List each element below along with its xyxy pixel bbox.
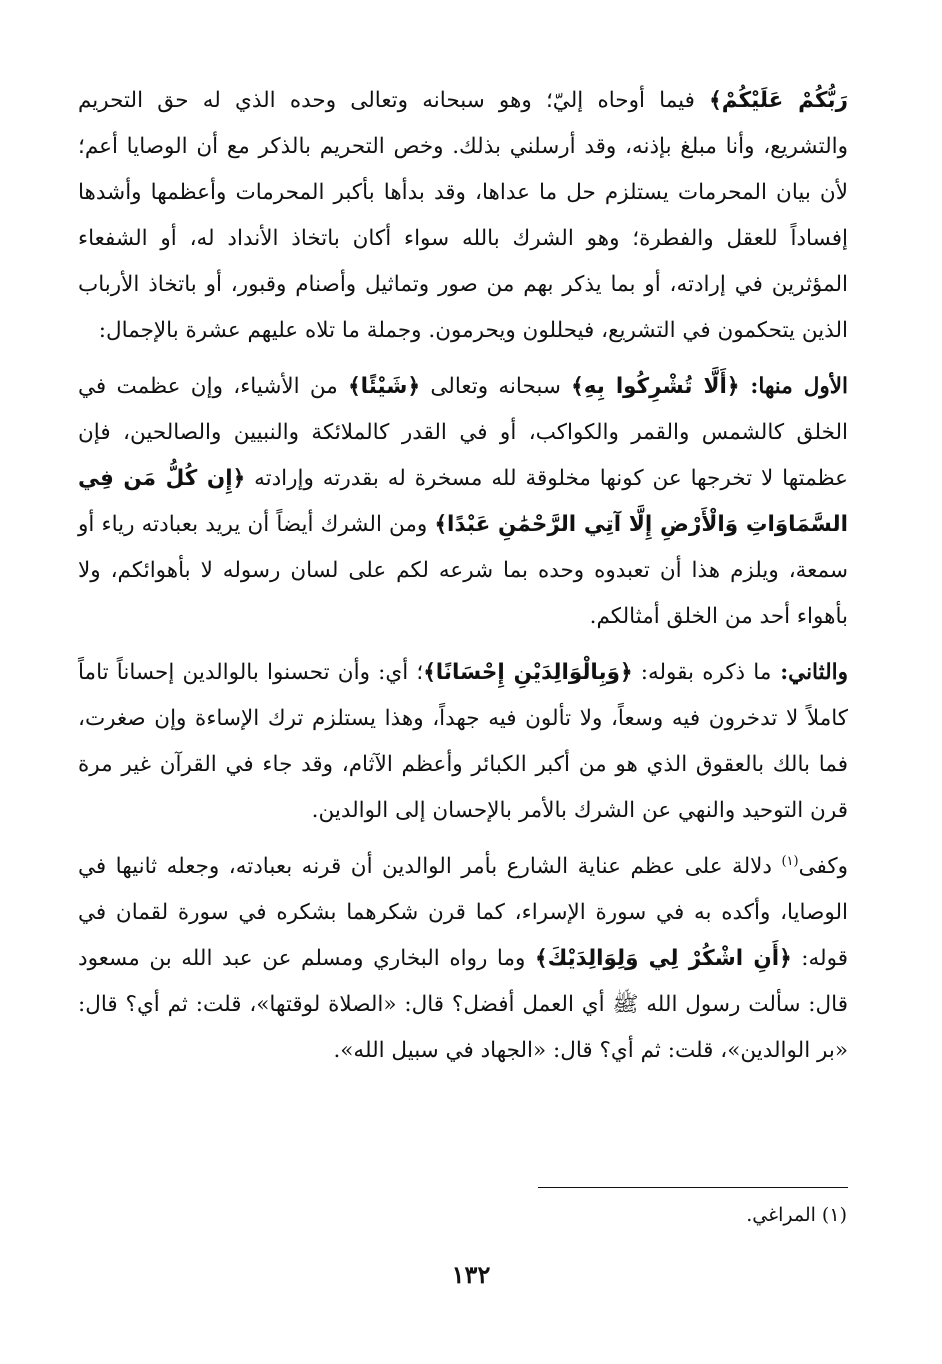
paragraph-2 <box>78 364 848 640</box>
body-text: سبحانه وتعالى <box>420 374 572 399</box>
body-text: وكفى <box>798 854 848 879</box>
body-text: ومن الشرك أيضاً أن يريد بعبادته رياء أو سمعة، ويلزم هذا أن تعبدوه وحده بما شرعه لكم على لسان رسوله لا بأهوائكم، ولا بأهواء أحد من الخلق أمثالكم. <box>78 512 848 629</box>
body-text: وما رواه البخاري ومسلم عن عبد الله بن مسعود قال: سألت رسول الله ﷺ أي العمل أفضل؟ قال: «الصلاة لوقتها»، قلت: ثم أي؟ قال: «بر الوالدين»، قلت: ثم أي؟ قال: «الجهاد في سبيل الله». <box>78 946 848 1063</box>
section-lead: والثاني: <box>771 660 849 685</box>
quran-verse: ﴿أَلَّا تُشْرِكُوا بِهِ﴾ <box>571 374 740 399</box>
quran-verse: ﴿إِن كُلُّ مَن فِي السَّمَاوَاتِ وَالْأَرْضِ إِلَّا آتِي الرَّحْمَٰنِ عَبْدًا﴾ <box>78 466 848 537</box>
page-body <box>78 78 848 1074</box>
footnote-divider <box>538 1187 848 1188</box>
quran-verse: ﴿شَيْئًا﴾ <box>348 374 421 399</box>
section-lead: الأول منها: <box>739 374 848 399</box>
body-text: ؛ أي: وأن تحسنوا بالوالدين إحساناً تاماً كاملاً لا تدخرون فيه وسعاً، ولا تألون فيه جهداً، وهذا يستلزم ترك الإساءة وإن صغرت، فما بالك بالعقوق الذي هو من أكبر الكبائر وأعظم الآثام، وقد جاء في القرآن غير مرة قرن التوحيد والنهي عن الشرك بالأمر بالإحسان إلى الوالدين. <box>78 660 848 823</box>
paragraph-1 <box>78 78 848 354</box>
footnote-marker[interactable]: (١) <box>781 853 799 869</box>
quran-verse: رَبُّكُمْ عَلَيْكُمْ﴾ <box>709 88 848 113</box>
quran-verse: ﴿وَبِالْوَالِدَيْنِ إِحْسَانًا﴾ <box>423 660 633 685</box>
body-text: دلالة على عظم عناية الشارع بأمر الوالدين أن قرنه بعبادته، وجعله ثانيها في الوصايا، وأكده به في سورة الإسراء، كما قرن شكرهما بشكره في سورة لقمان في قوله: <box>78 854 848 971</box>
footnote: (١) المراغي. <box>746 1204 847 1226</box>
paragraph-3 <box>78 650 848 834</box>
body-text: ما ذكره بقوله: <box>632 660 772 685</box>
page-number: ١٣٢ <box>451 1260 491 1289</box>
paragraph-4 <box>78 844 848 1074</box>
body-text: فيما أوحاه إليّ؛ وهو سبحانه وتعالى وحده الذي له حق التحريم والتشريع، وأنا مبلغ بإذنه، وقد أرسلني بذلك. وخص التحريم بالذكر مع أن الوصايا أعم؛ لأن بيان المحرمات يستلزم حل ما عداها، وقد بدأها بأكبر المحرمات وأعظمها وأشدها إفساداً للعقل والفطرة؛ وهو الشرك بالله سواء أكان باتخاذ الأنداد له، أو الشفعاء المؤثرين في إرادته، أو بما يذكر بهم من صور وتماثيل وأصنام وقبور، أو باتخاذ الأرباب الذين يتحكمون في التشريع، فيحللون ويحرمون. وجملة ما تلاه عليهم عشرة بالإجمال: <box>78 88 848 343</box>
body-text: من الأشياء، وإن عظمت في الخلق كالشمس والقمر والكواكب، أو في القدر كالملائكة والنبيين والصالحين، فإن عظمتها لا تخرجها عن كونها مخلوقة لله مسخرة له بقدرته وإرادته <box>78 374 848 491</box>
quran-verse: ﴿أَنِ اشْكُرْ لِي وَلِوَالِدَيْكَ﴾ <box>534 946 792 971</box>
